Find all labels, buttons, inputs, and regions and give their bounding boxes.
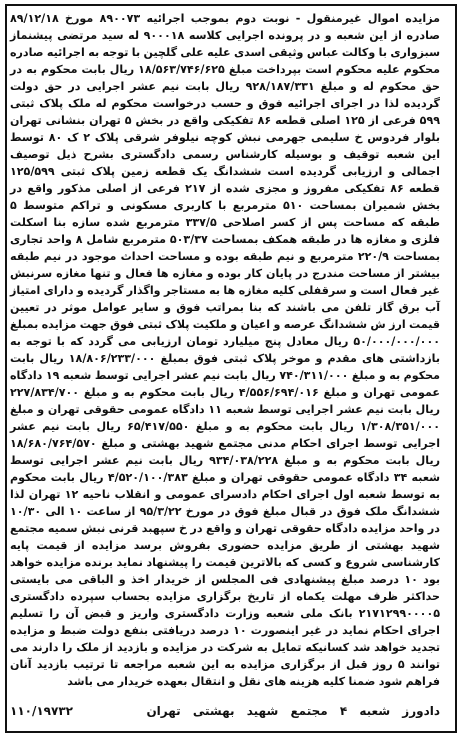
notice-reference-number: ۱۱۰/۱۹۷۳۲	[10, 704, 73, 718]
auction-notice-body-text: مزایده اموال غیرمنقول - نوبت دوم بموجب اجرائیه ۸۹۰۰۷۳ مورخ ۸۹/۱۲/۱۸ صادره از این شعبه و در پرونده اجرایی کلاسه ۹۰۰۰۱۸ له سید مرتضی پیشنماز سبزواری با وکالت عباس وثیقی اسدی علیه علی گلچین با توجه به اجرائیه صادره محکوم علیه محکوم است بپرداخت مبلغ ۱۸/۵۶۳/۷۴۶/۶۲۵ ریال بابت محکوم به در حق محکوم له و مبلغ ۹۲۸/۱۸۷/۳۳۱ ریال بابت نیم عشر اجرایی در حق دولت گردیده لذا در اجرای اجرائیه فوق و حسب درخواست محکوم له ملک پلاک ثبتی ۵۹۹ فرعی از ۱۲۵ اصلی قطعه ۸۶ تفکیکی واقع در بخش ۵ تهران بنشانی تهران بلوار فردوس خ سلیمی جهرمی نبش کوچه نیلوفر شرقی پلاک ۲ ک ۸۰ توسط این شعبه توقیف و بوسیله کارشناس رسمی دادگستری بشرح ذیل توصیف اجمالی و ارزیابی گردیده است ششدانگ یک قطعه زمین پلاک ثبتی ۱۲۵/۵۹۹ قطعه ۸۶ تفکیکی مفروز و مجزی شده از ۲۱۷ فرعی از اصلی مذکور واقع در بخش شمیران بمساحت ۵۱۰ مترمربع با کاربری مسکونی و تراکم متوسط ۵ طبقه که مساحت پس از کسر اصلاحی ۳۳۷/۵ مترمربع شده سازه بنا اسکلت فلزی و مغازه ها در طبقه همکف بمساحت ۵۰۳/۳۷ مترمربع شامل ۸ واحد تجاری بمساحت ۲۲۰/۹ مترمربع و نیم طبقه بوده و مساحت احداث موجود در نیم طبقه بیشتر از مساحت مندرج در پایان کار بوده و مغازه ها فعال و تنها مغازه سرنبش غیر فعال است و سرقفلی کلیه مغازه ها به مستاجر واگذار گردیده و دارای امتیاز آب برق گاز تلفن می باشند که بنا بمراتب فوق و سایر عوامل موثر در تعیین قیمت ارز ش ششدانگ عرصه و اعیان و ملکیت پلاک ثبتی فوق جهت مزایده بمبلغ ۵۰/۰۰۰/۰۰۰/۰۰۰ ریال معادل پنج میلیارد تومان ارزیابی می گردد که با توجه به بازداشتی های مقدم و موخر پلاک ثبتی فوق بمبلغ ۱۸/۸۰۶/۲۳۳/۰۰۰ ریال بابت محکوم به و مبلغ ۷۴۰/۳۱۱/۰۰۰ ریال بابت نیم عشر اجرایی توسط شعبه ۱۹ دادگاه عمومی تهران و مبلغ ۴/۵۵۶/۶۹۴/۰۱۶ ریال بابت محکوم به و مبلغ ۲۲۷/۸۳۴/۷۰۰ ریال بابت نیم عشر اجرایی توسط شعبه ۱۱ دادگاه عمومی حقوقی تهران و مبلغ ۱/۳۰۸/۳۵۱/۰۰۰ ریال بابت محکوم به و مبلغ ۶۵/۴۱۷/۵۵۰ ریال بابت نیم عشر اجرایی توسط اجرای احکام مدنی مجتمع شهید بهشتی و مبلغ ۱۸/۶۸۰/۷۶۴/۵۷۰ ریال بابت محکوم به و مبلغ ۹۳۴/۰۳۸/۲۲۸ ریال بابت نیم عشر اجرایی توسط شعبه ۳۴ دادگاه عمومی حقوقی تهران و مبلغ ۴/۵۲۰/۱۰۰/۳۸۳ ریال بابت محکوم به توسط شعبه اول اجرای احکام دادسرای عمومی و انقلاب ناحیه ۱۲ تهران لذا ششدانگ ملک فوق در قبال مبلغ فوق در مورخ ۹۵/۳/۲۲ از ساعت ۱۰ الی ۱۰/۳۰ در واحد مزایده دادگاه حقوقی تهران و واقع در خ سپهبد قرنی نبش سمیه مجتمع شهید بهشتی از طریق مزایده حضوری بفروش برسد مزایده از قیمت پایه کارشناسی شروع و کسی که بالاترین قیمت را پیشنهاد نماید برنده مزایده خواهد بود ۱۰ درصد مبلغ پیشنهادی فی المجلس از خریدار اخذ و الباقی می بایستی حداکثر ظرف مهلت یکماه از تاریخ برگزاری مزایده بحساب سپرده دادگستری ۲۱۷۱۲۹۹۰۰۰۰۵ بانک ملی شعبه وزارت دادگستری واریز و قبض آن را تسلیم اجرای احکام نماید در غیر اینصورت ۱۰ درصد دریافتی بنفع دولت ضبط و مزایده تجدید خواهد شد کسانیکه تمایل به شرکت در مزایده و بازدید از ملک را دارند می توانند ۵ روز قبل از برگزاری مزایده به این شعبه مراجعه تا ترتیب بازدید آنان فراهم شود ضمنا کلیه هزینه های نقل و انتقال بعهده خریدار می باشد	[10, 12, 441, 688]
notice-issuer-signature: دادورز شعبه ۴ مجتمع شهید بهشتی تهران	[146, 704, 440, 718]
notice-footer	[10, 700, 440, 722]
